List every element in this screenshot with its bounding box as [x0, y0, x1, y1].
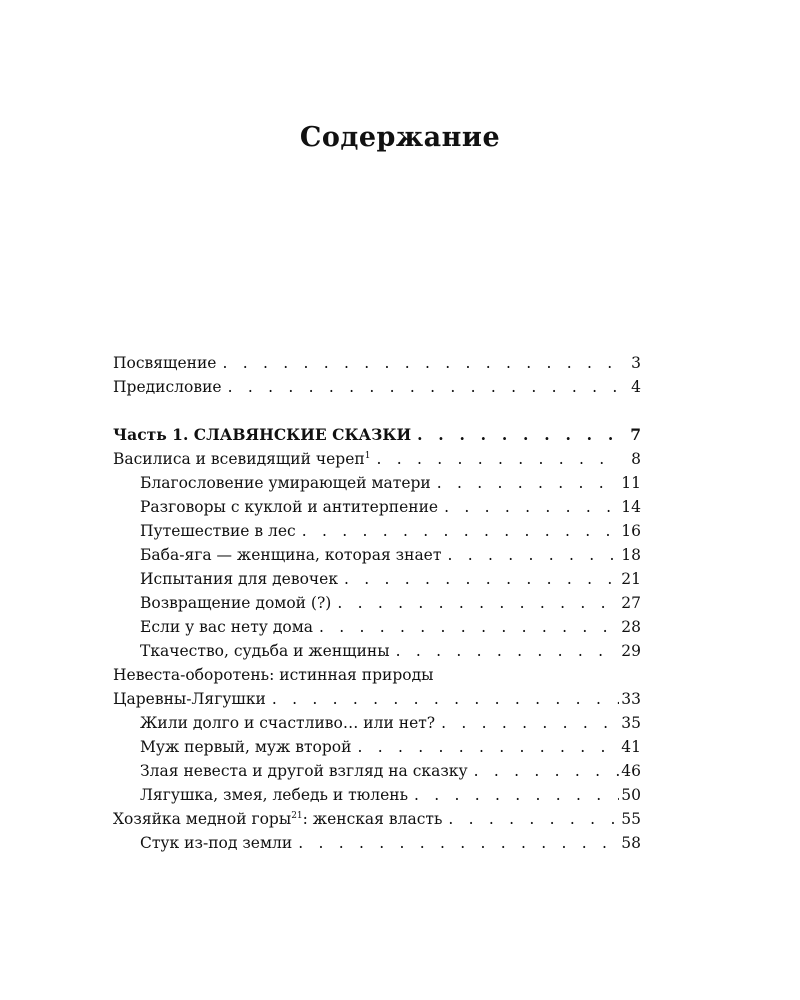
toc-page-number: 35	[621, 714, 641, 732]
page-title: Содержание	[299, 122, 501, 153]
dot-leader	[266, 687, 619, 711]
toc-page-number: 7	[630, 425, 641, 444]
toc-entry-label: Стук из-под земли	[140, 834, 293, 852]
toc-entry-section[interactable]	[113, 615, 641, 639]
toc-entry-section[interactable]	[113, 543, 641, 567]
toc-page-number: 28	[621, 618, 641, 636]
toc-entry-label: Невеста-оборотень: истинная природы	[113, 666, 434, 684]
toc-entry-label: Хозяйка медной горы$^{21}$: женская власть	[113, 810, 443, 828]
toc-part-heading[interactable]	[113, 423, 641, 447]
toc-entry-dedication[interactable]	[113, 351, 641, 375]
toc-entry-label: Возвращение домой (?)	[140, 594, 332, 612]
toc-entry-chapter[interactable]	[113, 447, 641, 471]
toc-entry-label: Василиса и всевидящий череп$^1$	[113, 450, 371, 468]
toc-entry-chapter[interactable]	[113, 807, 641, 831]
toc-entry-label: Часть 1. СЛАВЯНСКИЕ СКАЗКИ	[113, 425, 412, 444]
toc-entry-preface[interactable]	[113, 375, 641, 399]
toc-page-number: 27	[621, 594, 641, 612]
toc-entry-label: Если у вас нету дома	[140, 618, 314, 636]
dot-leader	[370, 447, 619, 471]
dot-leader	[292, 831, 619, 855]
toc-page-number: 4	[631, 378, 641, 396]
toc-entry-section[interactable]	[113, 495, 641, 519]
toc-entry-section[interactable]	[113, 519, 641, 543]
dot-leader	[468, 759, 619, 783]
dot-leader	[390, 639, 619, 663]
toc-entry-section[interactable]	[113, 783, 641, 807]
toc-page-number: 3	[631, 354, 641, 372]
toc-page-number: 50	[621, 786, 641, 804]
dot-leader	[408, 783, 619, 807]
toc-entry-section[interactable]	[113, 759, 641, 783]
dot-leader	[216, 351, 619, 375]
toc-entry-label: Благословение умирающей матери	[140, 474, 431, 492]
footnote-marker: 21	[291, 810, 303, 821]
dot-leader	[411, 423, 619, 447]
table-of-contents	[113, 351, 641, 855]
toc-page-number: 14	[621, 498, 641, 516]
dot-leader	[313, 615, 619, 639]
dot-leader	[296, 519, 619, 543]
toc-page-number: 58	[621, 834, 641, 852]
toc-entry-label: Предисловие	[113, 378, 222, 396]
toc-page-number: 18	[621, 546, 641, 564]
toc-entry-label: Посвящение	[113, 354, 217, 372]
footnote-marker: 1	[364, 450, 371, 461]
toc-entry-section[interactable]	[113, 735, 641, 759]
dot-leader	[338, 567, 619, 591]
toc-entry-section[interactable]	[113, 711, 641, 735]
dot-leader	[351, 735, 619, 759]
dot-leader	[435, 711, 619, 735]
toc-page-number: 8	[631, 450, 641, 468]
dot-leader	[431, 471, 619, 495]
toc-entry-section[interactable]	[113, 831, 641, 855]
toc-entry-chapter-line1[interactable]	[113, 663, 641, 687]
dot-leader	[438, 495, 619, 519]
toc-entry-label: Путешествие в лес	[140, 522, 296, 540]
toc-entry-label: Лягушка, змея, лебедь и тюлень	[140, 786, 409, 804]
toc-entry-label: Муж первый, муж второй	[140, 738, 352, 756]
toc-entry-label: Жили долго и счастливо… или нет?	[140, 714, 436, 732]
toc-page-number: 46	[621, 762, 641, 780]
toc-page-number: 21	[621, 570, 641, 588]
dot-leader	[331, 591, 619, 615]
toc-entry-section[interactable]	[113, 567, 641, 591]
toc-entry-label: Злая невеста и другой взгляд на сказку	[140, 762, 468, 780]
dot-leader	[222, 375, 619, 399]
toc-entry-chapter[interactable]	[113, 687, 641, 711]
toc-entry-section[interactable]	[113, 591, 641, 615]
toc-page-number: 41	[621, 738, 641, 756]
toc-entry-label: Испытания для девочек	[140, 570, 339, 588]
toc-entry-section[interactable]	[113, 639, 641, 663]
toc-page-number: 55	[621, 810, 641, 828]
toc-entry-section[interactable]	[113, 471, 641, 495]
toc-entry-label: Царевны-Лягушки	[113, 690, 266, 708]
toc-page-number: 33	[621, 690, 641, 708]
toc-page-number: 11	[621, 474, 641, 492]
toc-entry-label: Ткачество, судьба и женщины	[140, 642, 390, 660]
dot-leader	[442, 807, 619, 831]
toc-page-number: 16	[621, 522, 641, 540]
dot-leader	[441, 543, 619, 567]
toc-page-number: 29	[621, 642, 641, 660]
toc-entry-label: Разговоры с куклой и антитерпение	[140, 498, 439, 516]
toc-entry-label: Баба-яга — женщина, которая знает	[140, 546, 442, 564]
